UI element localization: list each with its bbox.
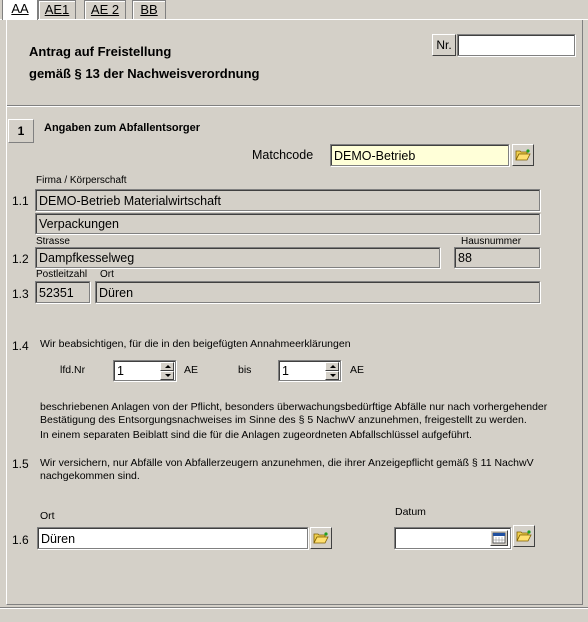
firma-line1-field[interactable]: DEMO-Betrieb Materialwirtschaft	[35, 189, 540, 211]
datum-browse-button[interactable]	[513, 525, 535, 547]
unit-ae-from: AE	[184, 364, 199, 376]
spinner-arrows[interactable]	[160, 362, 174, 380]
matchcode-label: Matchcode	[252, 148, 314, 162]
plz-field[interactable]: 52351	[35, 281, 90, 303]
section-title: Angaben zum Abfallentsorger	[44, 122, 201, 134]
form-panel	[6, 20, 583, 605]
ort-field-1-3[interactable]: Düren	[95, 281, 540, 303]
hausnummer-label: Hausnummer	[461, 236, 522, 247]
para-1-4-line3: In einem separaten Beiblatt sind die für die Anlagen zugeordneten Abfallschlüssel aufgeführt.	[40, 429, 472, 441]
section-number: 1	[8, 119, 34, 143]
plz-label: Postleitzahl	[36, 269, 88, 280]
intro-text-1-4: Wir beabsichtigen, für die in den beigefügten Annahmeerklärungen	[40, 338, 351, 350]
nr-label: Nr.	[432, 34, 456, 56]
firma-caption: Firma / Körperschaft	[36, 175, 127, 186]
arrow-down-icon	[330, 374, 336, 377]
row-number-1-4: 1.4	[12, 339, 29, 353]
tab-aa[interactable]: AA	[2, 0, 38, 20]
bis-label: bis	[238, 364, 252, 376]
arrow-up-icon	[330, 365, 336, 368]
firma-line2-field[interactable]: Verpackungen	[35, 213, 540, 234]
datum-input[interactable]	[394, 527, 511, 549]
tab-bar	[0, 0, 588, 20]
tab-ae1[interactable]: AE1	[38, 0, 76, 19]
form-title-line1: Antrag auf Freistellung	[29, 44, 172, 59]
row-number-1-5: 1.5	[12, 457, 29, 471]
spin-up-button[interactable]	[160, 362, 174, 371]
header-divider	[7, 105, 580, 107]
row-number-1-1: 1.1	[12, 194, 29, 208]
strasse-label: Strasse	[36, 236, 70, 247]
lfdnr-to-value: 1	[282, 364, 289, 378]
ort-input-1-6[interactable]: Düren	[37, 527, 308, 549]
datum-label: Datum	[395, 506, 426, 518]
tab-bb[interactable]: BB	[132, 0, 166, 19]
calendar-icon[interactable]	[490, 530, 508, 546]
lfdnr-from-spinner[interactable]	[113, 360, 176, 381]
bottom-status-bar	[0, 607, 588, 622]
spin-up-button[interactable]	[325, 362, 339, 371]
para-1-5-line2: nachgekommen sind.	[40, 470, 140, 482]
lfdnr-from-value: 1	[117, 364, 124, 378]
arrow-up-icon	[165, 365, 171, 368]
strasse-field[interactable]: Dampfkesselweg	[35, 247, 440, 268]
folder-open-icon	[516, 529, 532, 546]
unit-ae-to: AE	[350, 364, 365, 376]
matchcode-input[interactable]: DEMO-Betrieb	[330, 144, 509, 166]
para-1-5-line1: Wir versichern, nur Abfälle von Abfallerzeugern anzunehmen, die ihrer Anzeigepflicht gemäß § 11 NachwV	[40, 457, 534, 469]
folder-open-icon	[515, 148, 531, 165]
spinner-arrows[interactable]	[325, 362, 339, 380]
matchcode-browse-button[interactable]	[512, 144, 534, 166]
row-number-1-3: 1.3	[12, 287, 29, 301]
tab-ae2[interactable]: AE 2	[84, 0, 126, 19]
ort-label-1-3: Ort	[100, 269, 114, 280]
ort-browse-button[interactable]	[310, 527, 332, 549]
spin-down-button[interactable]	[325, 371, 339, 380]
row-number-1-6: 1.6	[12, 533, 29, 547]
ort-label-1-6: Ort	[40, 510, 55, 522]
hausnummer-field[interactable]: 88	[454, 247, 540, 268]
form-title-line2: gemäß § 13 der Nachweisverordnung	[29, 66, 260, 81]
arrow-down-icon	[165, 374, 171, 377]
para-1-4-line2: Bestätigung des Entsorgungsnachweises im Sinne des § 5 NachwV anzunehmen, freigestellt zu werden.	[40, 414, 527, 426]
lfdnr-to-spinner[interactable]	[278, 360, 341, 381]
spin-down-button[interactable]	[160, 371, 174, 380]
para-1-4-line1: beschriebenen Anlagen von der Pflicht, besonders überwachungsbedürftige Abfälle nur nach vorhergehender	[40, 401, 548, 413]
folder-open-icon	[313, 531, 329, 548]
row-number-1-2: 1.2	[12, 252, 29, 266]
nr-input[interactable]	[457, 34, 575, 56]
lfdnr-label: lfd.Nr	[60, 364, 86, 376]
